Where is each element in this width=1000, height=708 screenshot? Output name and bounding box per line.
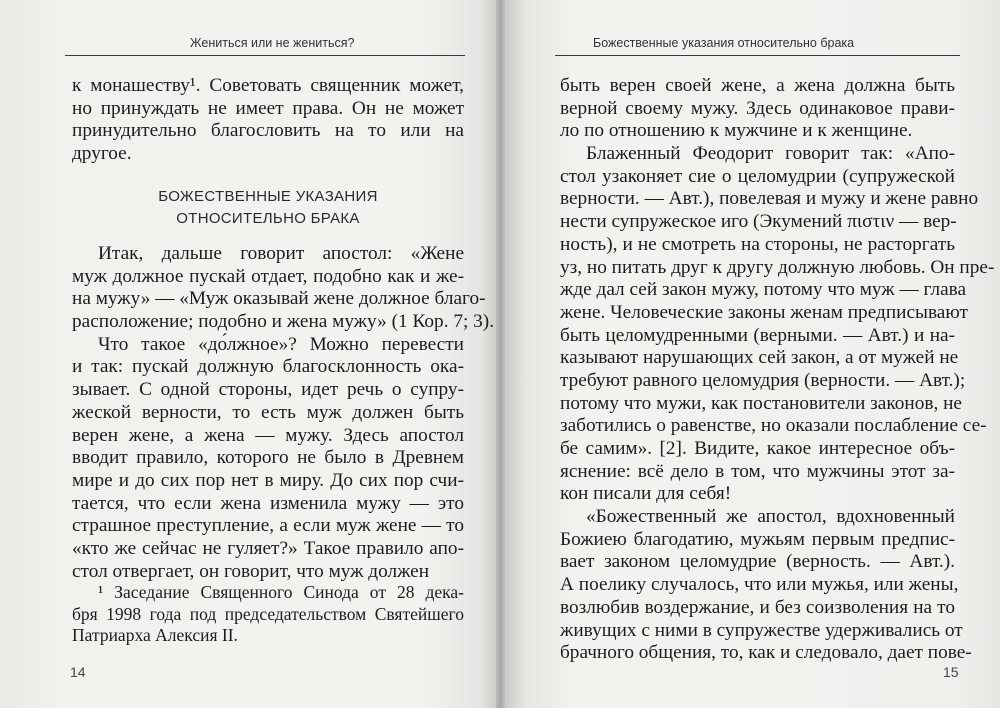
header-rule [555, 55, 960, 56]
text-line: требуют равного целомудрия (верности. — Авт.); [560, 369, 966, 391]
text-line: страшное преступление, а если муж жене — то [72, 515, 464, 537]
section-heading [72, 186, 464, 230]
text-line: яснение: всё дело в том, что мужчины этот за- [560, 460, 955, 482]
text-line: живущих с ними в супружестве удерживались от [560, 619, 963, 641]
text-line: казывают нарушающих сей закон, а от мужей не [560, 347, 959, 369]
text-line: стол отвергает, он говорит, что муж должен [72, 560, 430, 582]
footnote-line: бря 1998 года под председательством Святейшего [72, 603, 464, 624]
right-text [560, 75, 995, 665]
page-number: 15 [943, 664, 959, 680]
text-line: быть целомудренными (верными. — Авт.) и на- [560, 324, 955, 346]
running-head: Жениться или не жениться? [190, 36, 355, 50]
heading-line: ОТНОСИТЕЛЬНО БРАКА [176, 210, 360, 227]
text-line: быть верен своей жене, а жена должна быть [560, 75, 955, 96]
text-line: «Божественный же апостол, вдохновенный [586, 506, 955, 528]
text-line: Что такое «до́лжное»? Можно перевести [98, 333, 464, 355]
book-gutter [496, 0, 505, 708]
text-line: бе самим». [2]. Видите, какое интересное объ- [560, 438, 955, 459]
left-page [0, 0, 496, 708]
header-rule [65, 55, 465, 56]
right-page [505, 0, 1000, 708]
text-line: потому что мужи, как постановители законов, не [560, 392, 962, 414]
text-line: уз, но питать друг к другу должную любовь. Он пре- [560, 256, 995, 278]
footnote-line: Патриарха Алексия II. [72, 625, 238, 645]
text-line: Божиею благодатию, мужьям первым предпис- [560, 528, 955, 550]
text-line: другое. [72, 143, 132, 165]
text-line: к монашеству¹. Советовать священник может, [72, 75, 464, 96]
text-line: брачного общения, то, как и следовало, дает пове- [560, 642, 972, 664]
opening-paragraph [72, 75, 464, 166]
text-line: вает законом целомудрие (верность. — Авт.). [560, 551, 955, 573]
text-line: кон писали для себя! [560, 483, 732, 505]
text-line: принудительно благословить на то или на [72, 120, 464, 142]
text-line: вводит правило, которого не было в Древнем [72, 447, 464, 469]
text-line: жеской верности, то есть муж должен быть [72, 401, 464, 423]
text-line: верной своему мужу. Здесь одинаковое прави- [560, 97, 955, 119]
text-line: Блаженный Феодорит говорит так: «Апо- [586, 143, 955, 165]
text-line: тается, что если жена изменила мужу — это [72, 492, 464, 514]
footnote [72, 582, 464, 647]
text-line: зывает. С одной стороны, идет речь о супру- [72, 379, 464, 401]
text-line: ность), и не смотреть на стороны, не расторгать [560, 233, 955, 255]
text-line: «кто же сейчас не гуляет?» Такое правило апо- [72, 537, 464, 559]
text-line: муж должное пускай отдает, подобно как и же- [72, 265, 464, 287]
text-line: мире и до сих пор нет в миру. До сих пор счи- [72, 469, 464, 491]
text-line: и так: пускай должную благосклонность ока- [72, 356, 464, 378]
text-line: расположение; подобно и жена мужу» (1 Кор. 7; 3). [72, 311, 495, 333]
footnote-line: ¹ Заседание Священного Синода от 28 дека- [98, 582, 464, 602]
text-line: верности. — Авт.), повелевая и мужу и жене равно [560, 188, 979, 210]
main-paragraph [72, 243, 495, 583]
text-line: верен жене, а жена — мужу. Здесь апостол [72, 424, 464, 446]
text-line: на мужу» — «Муж оказывай жене должное благо- [72, 288, 486, 310]
text-line: жде дал сей закон мужу, потому что муж — глава [560, 279, 967, 301]
running-head: Божественные указания относительно брака [593, 36, 855, 50]
text-line: ло по отношению к мужчине и к женщине. [560, 120, 913, 142]
heading-line: БОЖЕСТВЕННЫЕ УКАЗАНИЯ [158, 188, 378, 205]
text-line: Итак, дальше говорит апостол: «Жене [98, 243, 464, 264]
text-line: А поелику случалось, что или мужья, или жены, [560, 574, 959, 596]
text-line: жене. Человеческие законы женам предписывают [560, 301, 968, 323]
text-line: но принуждать не имеет права. Он не может [72, 97, 464, 119]
page-number: 14 [70, 664, 86, 680]
text-line: заботились о равенстве, но оказали послабление се- [560, 415, 987, 437]
text-line: возлюбив воздержание, и без соизволения на то [560, 596, 955, 618]
text-line: стол узаконяет сие о целомудрии (супружеской [560, 165, 955, 187]
text-line: нести супружеское иго (Экумений πιστιν — вер- [560, 211, 957, 233]
